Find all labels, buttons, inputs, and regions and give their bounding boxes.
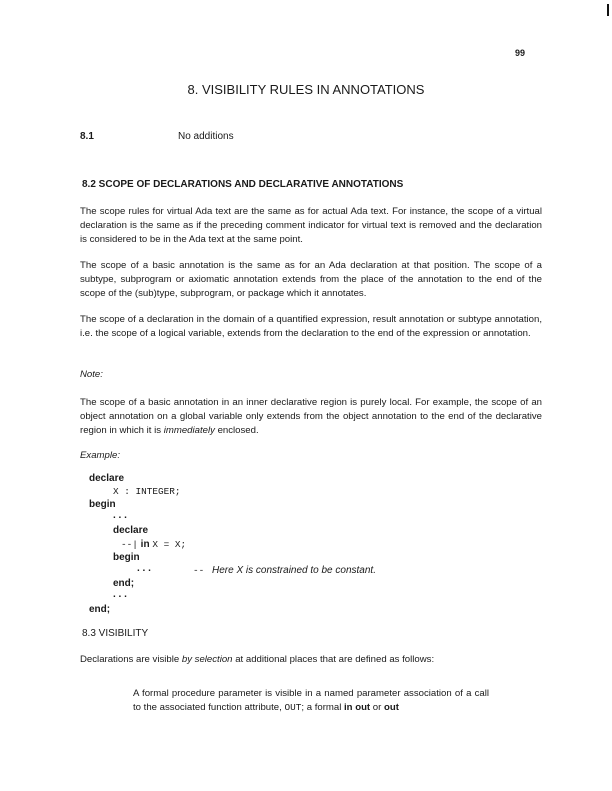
text: ; a formal (301, 702, 345, 713)
paragraph (80, 396, 542, 438)
note-label: Note: (80, 369, 103, 380)
scan-mark (607, 4, 609, 16)
code-keyword: in out (344, 702, 371, 713)
text: A formal procedure parameter is visible in a named parameter association of a call to the associated function attribute, (133, 688, 489, 713)
text: The scope of a basic annotation in an inner declarative region is purely local. For example, the scope of an object annotation on a global variable only extends from the object annotation to the end of the declarative region in which it is (80, 397, 542, 436)
code-ellipsis: . . . (113, 589, 127, 600)
paragraph: The scope of a basic annotation is the same as for an Ada declaration at that position. The scope of a subtype, subprogram or axiomatic annotation extends from the place of the annotation to the end of the scope of the (sub)type, subprogram, or package which it annotates. (80, 260, 542, 299)
page-number: 99 (515, 48, 526, 58)
code-keyword: end; (89, 604, 111, 615)
emphasis: by selection (181, 654, 233, 665)
code-keyword: out (384, 702, 399, 713)
section-8-1-number: 8.1 (80, 131, 94, 142)
code-comment: Here X is constrained to be constant. (212, 565, 376, 576)
code-identifier: OUT (284, 702, 302, 713)
code-ellipsis: . . . (113, 510, 127, 521)
code-expression: X = X; (152, 539, 187, 550)
annotation-marker: --| (121, 539, 138, 550)
code-keyword: end; (113, 578, 135, 589)
emphasis: immediately (163, 425, 215, 436)
code-ellipsis: . . . (137, 563, 151, 574)
section-8-2-heading: 8.2 SCOPE OF DECLARATIONS AND DECLARATIVE ANNOTATIONS (82, 179, 404, 190)
code-comment-dash: -- (193, 565, 205, 576)
paragraph: The scope of a declaration in the domain of a quantified expression, result annotation or subtype annotation, i.e. the scope of a logical variable, extends from the declaration to the end of the expression or annotation. (80, 314, 542, 339)
section-8-1-text: No additions (178, 131, 234, 142)
paragraph: The scope rules for virtual Ada text are the same as for actual Ada text. For instance, the scope of a virtual declaration is the same as if the preceding comment indicator for virtual text is removed and the declaration is considered to be in the Ada text at the same point. (80, 206, 542, 245)
code-keyword: declare (113, 525, 149, 536)
text: at additional places that are defined as follows: (232, 654, 435, 665)
section-8-3-heading: 8.3 VISIBILITY (82, 628, 149, 639)
example-label: Example: (80, 450, 120, 461)
text: or (370, 702, 384, 713)
code-keyword: begin (113, 552, 140, 563)
indented-paragraph (133, 687, 489, 715)
paragraph (80, 654, 434, 665)
code-keyword: in (140, 539, 150, 550)
text: enclosed. (214, 425, 259, 436)
code-keyword: begin (89, 499, 116, 510)
text: Declarations are visible (80, 654, 182, 665)
page-title: 8. VISIBILITY RULES IN ANNOTATIONS (187, 82, 425, 97)
code-line: X : INTEGER; (113, 486, 181, 497)
code-line (121, 538, 186, 551)
code-keyword: declare (89, 473, 125, 484)
